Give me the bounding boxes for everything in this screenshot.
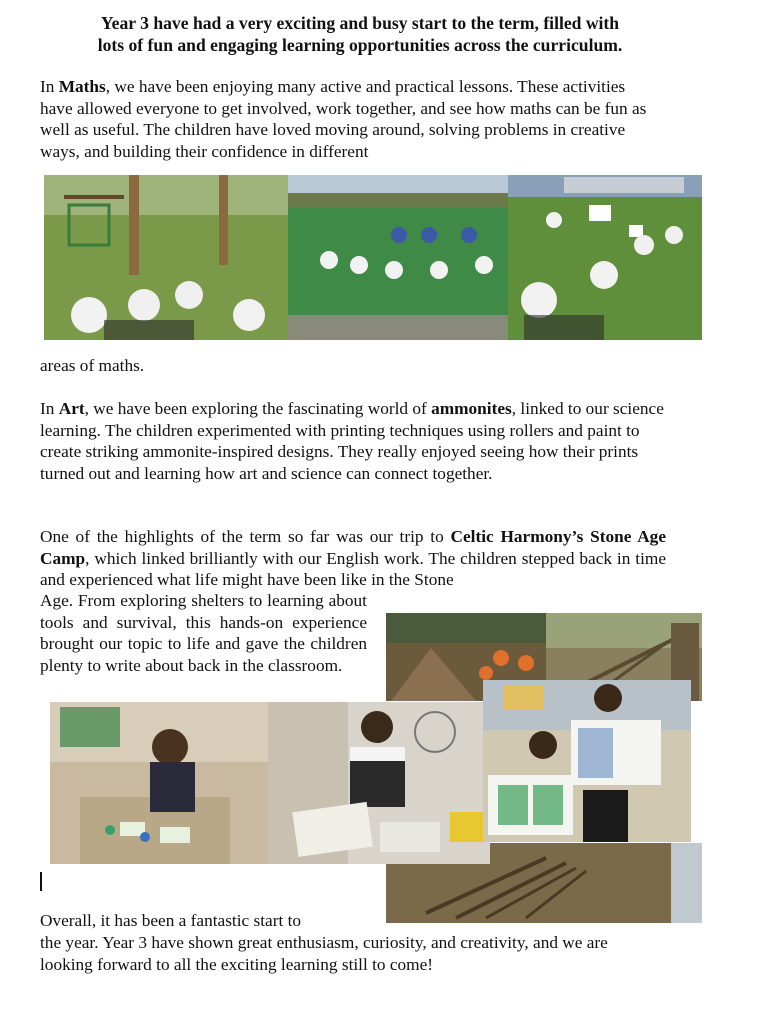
trip-place: Celtic Harmony’s Stone Age Camp bbox=[40, 527, 666, 568]
maths-photo-field bbox=[288, 175, 508, 340]
intro-line-1: Year 3 have had a very exciting and busy start to the term, filled with bbox=[100, 13, 620, 33]
ammonite-prints-photo bbox=[483, 680, 691, 842]
maths-photo-school-grass bbox=[508, 175, 702, 340]
maths-continuation: areas of maths. bbox=[40, 356, 145, 375]
art-photo-collage bbox=[50, 702, 490, 864]
intro-heading bbox=[40, 12, 680, 56]
maths-photos bbox=[44, 175, 702, 340]
art-subject: Art bbox=[58, 399, 85, 418]
intro-line-2: lots of fun and engaging learning opportunities across the curriculum. bbox=[97, 35, 623, 55]
maths-photo-playground bbox=[44, 175, 288, 340]
pupil-printing-photo bbox=[268, 702, 490, 864]
maths-paragraph: In Maths, we have been enjoying many active and practical lessons. These activities have allowed everyone to get involved, work together, and see how maths can be fun as well as useful. The children have loved moving around, solving problems in creative ways, and building their confidence in different bbox=[40, 77, 647, 161]
ammonite-prints bbox=[483, 680, 691, 842]
art-photos bbox=[50, 702, 490, 864]
art-paragraph: In Art, we have been exploring the fascinating world of ammonites, linked to our science learning. The children experimented with printing techniques using rollers and paint to create striking ammonite-inspired designs. They really enjoyed seeing how their prints turned out and learning how art and science can connect together. bbox=[40, 399, 664, 483]
closing-first-line: Overall, it has been a fantastic start to bbox=[40, 911, 302, 930]
maths-photo-collage bbox=[44, 175, 702, 340]
classroom-printing-photo bbox=[50, 702, 268, 864]
trip-paragraph: One of the highlights of the term so far was our trip to Celtic Harmony’s Stone Age Camp, which linked brilliantly with our English work. The children stepped back in time and experienced what life might have been like in the Stone bbox=[40, 527, 666, 589]
closing-paragraph: the year. Year 3 have shown great enthusiasm, curiosity, and creativity, and we are looking forward to all the exciting learning still to come! bbox=[40, 933, 608, 974]
maths-subject: Maths bbox=[58, 77, 106, 96]
art-keyword: ammonites bbox=[431, 399, 512, 418]
trip-continuation: Age. From exploring shelters to learning about tools and survival, this hands-on experience brought our topic to life and gave the children plenty to write about back in the classroom. bbox=[40, 591, 367, 675]
text-cursor bbox=[40, 872, 42, 891]
